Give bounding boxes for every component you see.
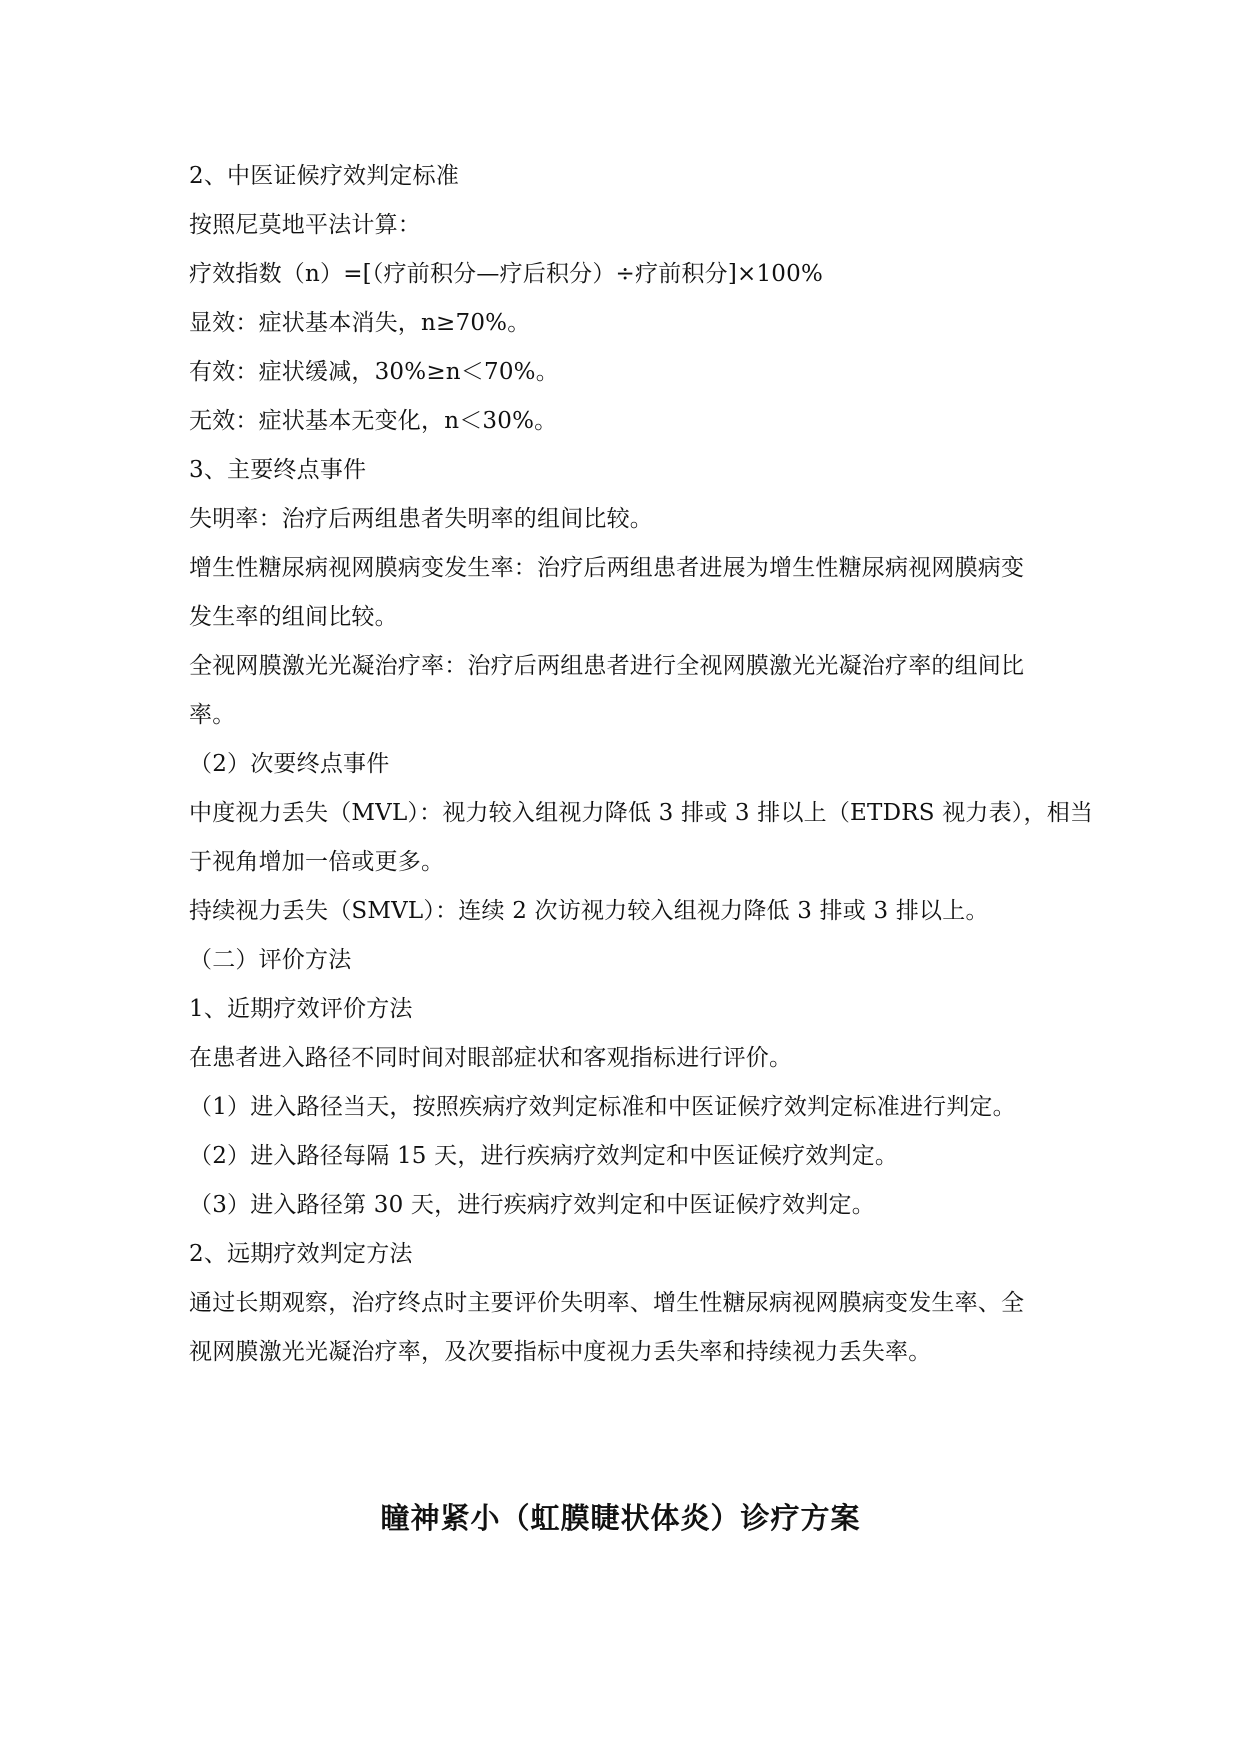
text-mvl-line2: 于视角增加一倍或更多。 xyxy=(189,849,445,875)
text-pdr-incidence-line1: 增生性糖尿病视网膜病变发生率：治疗后两组患者进展为增生性糖尿病视网膜病变 xyxy=(189,555,1025,581)
text-smvl: 持续视力丢失（SMVL）：连续 2 次访视力较入组视力降低 3 排或 3 排以上。 xyxy=(189,898,989,924)
text-marked-effect: 显效：症状基本消失，n≥70%。 xyxy=(189,310,531,336)
heading-tcm-syndrome-criteria: 2、中医证候疗效判定标准 xyxy=(189,163,460,189)
text-prp-rate-line2: 率。 xyxy=(189,702,236,728)
text-long-term-line2: 视网膜激光光凝治疗率，及次要指标中度视力丢失率和持续视力丢失率。 xyxy=(189,1339,932,1365)
text-efficacy-index-formula: 疗效指数（n）=[（疗前积分—疗后积分）÷疗前积分]×100% xyxy=(189,261,824,287)
text-prp-rate-line1: 全视网膜激光光凝治疗率：治疗后两组患者进行全视网膜激光光凝治疗率的组间比 xyxy=(189,653,1025,679)
heading-evaluation-methods: （二）评价方法 xyxy=(189,947,352,973)
text-evaluation-timing: 在患者进入路径不同时间对眼部症状和客观指标进行评价。 xyxy=(189,1045,793,1071)
heading-secondary-endpoints: （2）次要终点事件 xyxy=(189,751,390,777)
text-pdr-incidence-line2: 发生率的组间比较。 xyxy=(189,604,398,630)
text-nimodipine-method: 按照尼莫地平法计算： xyxy=(189,212,421,238)
text-evaluation-step-1: （1）进入路径当天，按照疾病疗效判定标准和中医证候疗效判定标准进行判定。 xyxy=(189,1094,1016,1120)
document-body xyxy=(189,152,1094,1377)
text-blindness-rate: 失明率：治疗后两组患者失明率的组间比较。 xyxy=(189,506,653,532)
text-long-term-line1: 通过长期观察，治疗终点时主要评价失明率、增生性糖尿病视网膜病变发生率、全 xyxy=(189,1290,1025,1316)
text-effective: 有效：症状缓减，30%≥n＜70%。 xyxy=(189,359,559,385)
heading-long-term-evaluation: 2、远期疗效判定方法 xyxy=(189,1241,413,1267)
text-evaluation-step-2: （2）进入路径每隔 15 天，进行疾病疗效判定和中医证候疗效判定。 xyxy=(189,1143,899,1169)
section-title: 瞳神紧小（虹膜睫状体炎）诊疗方案 xyxy=(380,1501,861,1535)
heading-primary-endpoints: 3、主要终点事件 xyxy=(189,457,367,483)
text-evaluation-step-3: （3）进入路径第 30 天，进行疾病疗效判定和中医证候疗效判定。 xyxy=(189,1192,875,1218)
text-ineffective: 无效：症状基本无变化，n＜30%。 xyxy=(189,408,558,434)
heading-short-term-evaluation: 1、近期疗效评价方法 xyxy=(189,996,413,1022)
text-mvl-line1: 中度视力丢失（MVL）：视力较入组视力降低 3 排或 3 排以上（ETDRS 视力表），相当 xyxy=(189,800,1094,826)
